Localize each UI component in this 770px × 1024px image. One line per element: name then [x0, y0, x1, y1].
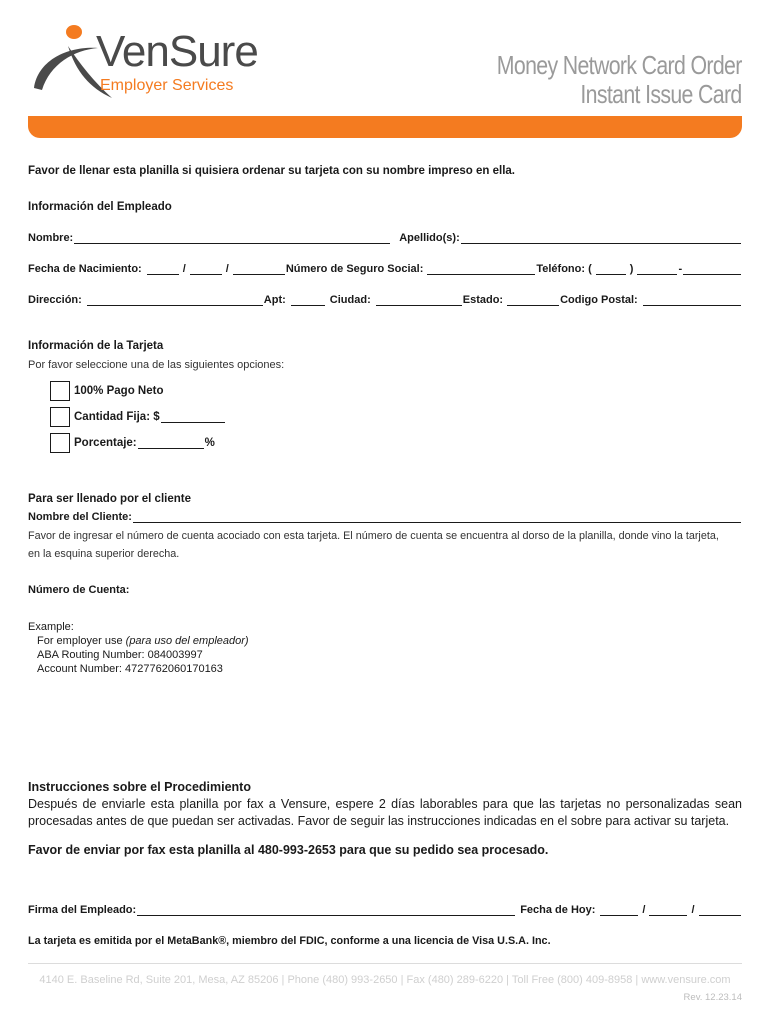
- ciudad-field[interactable]: [376, 295, 462, 306]
- phone-area-field[interactable]: [596, 264, 626, 275]
- aba-routing: ABA Routing Number: 084003997: [37, 649, 203, 661]
- cantidad-fija-checkbox[interactable]: [50, 407, 70, 427]
- firma-field[interactable]: [137, 905, 515, 916]
- option-label: Cantidad Fija: $: [74, 411, 160, 423]
- nombre-label: Nombre:: [28, 232, 74, 244]
- footer-divider: [28, 963, 742, 964]
- codigo-postal-label: Codigo Postal:: [560, 294, 638, 306]
- ssn-field[interactable]: [427, 264, 535, 275]
- porcentaje-field[interactable]: [138, 438, 204, 449]
- phone-dash: -: [678, 263, 683, 275]
- instructions-title: Instrucciones sobre el Procedimiento: [28, 780, 251, 794]
- intro-text: Favor de llenar esta planilla si quisiera ordenar su tarjeta con su nombre impreso en ella.: [28, 165, 515, 177]
- fecha-day-field[interactable]: [649, 905, 687, 916]
- option-cantidad-fija: [50, 407, 226, 427]
- ciudad-label: Ciudad:: [329, 294, 371, 306]
- form-title: Money Network Card Order: [497, 50, 742, 80]
- birth-day-field[interactable]: [190, 264, 222, 275]
- porcentaje-checkbox[interactable]: [50, 433, 70, 453]
- pago-neto-checkbox[interactable]: [50, 381, 70, 401]
- numero-cuenta-label: Número de Cuenta:: [28, 584, 130, 596]
- example-label: Example:: [28, 621, 74, 633]
- employee-section-title: Información del Empleado: [28, 201, 172, 213]
- firma-label: Firma del Empleado:: [28, 904, 137, 916]
- apellidos-field[interactable]: [461, 233, 741, 244]
- instructions-body: Después de enviarle esta planilla por fax a Vensure, espere 2 días laborables para que las tarjetas no personalizadas sean procesadas antes de que puedan ser activadas. Favor de seguir las instrucciones indicadas en el sobre para activar su tarjeta.: [28, 797, 742, 828]
- option-suffix: %: [204, 437, 215, 449]
- employer-use-line: [28, 634, 249, 648]
- option-label: Porcentaje:: [74, 437, 137, 449]
- birth-ssn-phone-row: [28, 263, 742, 275]
- address-row: [28, 294, 742, 306]
- fecha-nacimiento-label: Fecha de Nacimiento:: [28, 263, 142, 275]
- form-subtitle: Instant Issue Card: [580, 79, 742, 109]
- nombre-cliente-label: Nombre del Cliente:: [28, 511, 132, 523]
- phone-prefix-field[interactable]: [637, 264, 677, 275]
- signature-row: [28, 904, 742, 916]
- fecha-month-field[interactable]: [600, 905, 638, 916]
- client-name-row: [28, 511, 742, 523]
- name-row: [28, 232, 742, 244]
- account-number: Account Number: 4727762060170163: [37, 663, 223, 675]
- phone-line-field[interactable]: [683, 264, 741, 275]
- fecha-hoy-label: Fecha de Hoy:: [520, 904, 596, 916]
- brand-subtitle: Employer Services: [100, 77, 234, 94]
- apt-field[interactable]: [291, 295, 325, 306]
- fax-note: Favor de enviar por fax esta planilla al 480-993-2653 para que su pedido sea procesado.: [28, 843, 549, 857]
- client-section-title: Para ser llenado por el cliente: [28, 493, 191, 505]
- paren-close: ): [629, 263, 634, 275]
- seguro-social-label: Número de Seguro Social:: [285, 263, 424, 275]
- estado-label: Estado:: [462, 294, 504, 306]
- revision: Rev. 12.23.14: [683, 992, 742, 1003]
- card-section-subtitle: Por favor seleccione una de las siguientes opciones:: [28, 359, 285, 371]
- client-instruction-line1: Favor de ingresar el número de cuenta acociado con esta tarjeta. El número de cuenta se encuentra al dorso de la planilla, donde vino la tarjeta,: [28, 530, 719, 542]
- footer-address: 4140 E. Baseline Rd, Suite 201, Mesa, AZ 85206 | Phone (480) 993-2650 | Fax (480) 289-6220 | Toll Free (800) 409-8958 | www.vensure.com: [39, 974, 731, 986]
- option-label: 100% Pago Neto: [74, 385, 164, 397]
- date-separator: /: [691, 904, 695, 916]
- date-separator: /: [642, 904, 646, 916]
- birth-month-field[interactable]: [147, 264, 179, 275]
- codigo-postal-field[interactable]: [643, 295, 741, 306]
- telefono-label: Teléfono: (: [536, 263, 592, 275]
- disclaimer: La tarjeta es emitida por el MetaBank®, miembro del FDIC, conforme a una licencia de Visa U.S.A. Inc.: [28, 935, 551, 947]
- estado-field[interactable]: [507, 295, 559, 306]
- birth-year-field[interactable]: [233, 264, 285, 275]
- employer-use-text: For employer use: [37, 635, 123, 647]
- apellidos-label: Apellido(s):: [399, 232, 460, 244]
- nombre-cliente-field[interactable]: [133, 512, 741, 523]
- direccion-field[interactable]: [87, 295, 263, 306]
- date-separator: /: [225, 263, 229, 275]
- apt-label: Apt:: [263, 294, 286, 306]
- cantidad-fija-field[interactable]: [161, 412, 225, 423]
- option-porcentaje: [50, 433, 215, 453]
- brand-name: VenSure: [96, 27, 258, 76]
- nombre-field[interactable]: [74, 233, 390, 244]
- direccion-label: Dirección:: [28, 294, 82, 306]
- date-separator: /: [182, 263, 186, 275]
- header-accent-bar: [28, 116, 742, 138]
- card-section-title: Información de la Tarjeta: [28, 340, 164, 352]
- fecha-year-field[interactable]: [699, 905, 741, 916]
- option-pago-neto: [50, 381, 163, 401]
- employer-use-es: (para uso del empleador): [125, 635, 249, 647]
- client-instruction-line2: en la esquina superior derecha.: [28, 548, 180, 560]
- example-block: [28, 620, 249, 676]
